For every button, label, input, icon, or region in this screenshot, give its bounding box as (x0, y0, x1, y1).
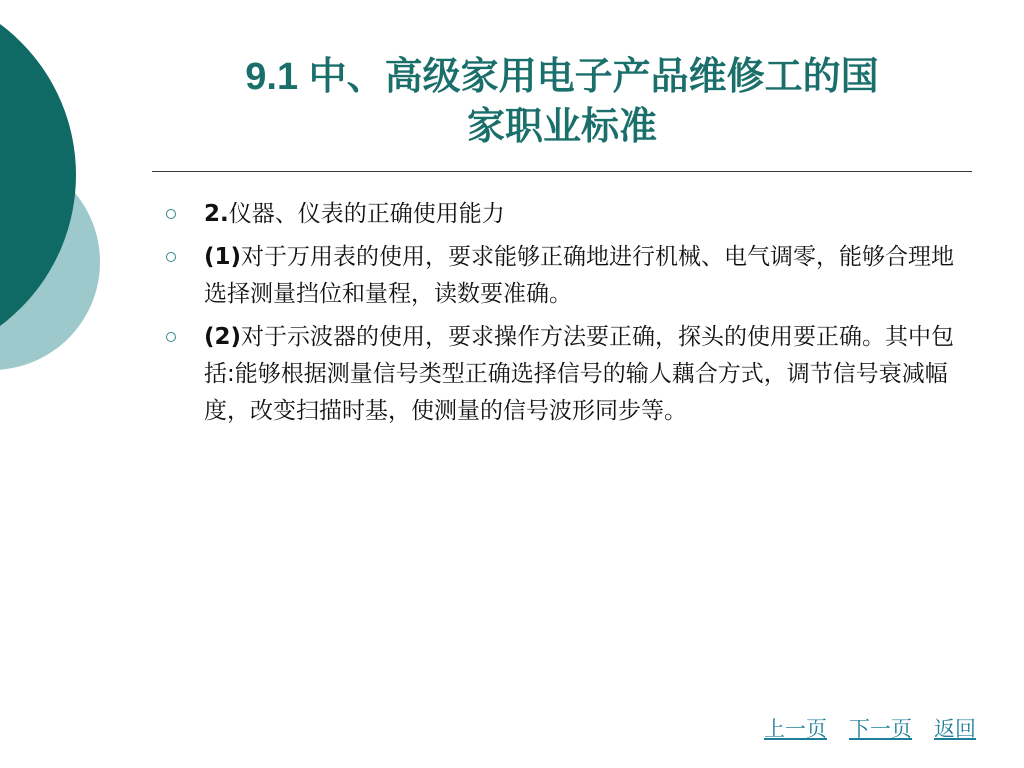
next-page-link[interactable]: 下一页 (849, 717, 912, 741)
slide-navigation (764, 713, 976, 743)
circle-bullet-icon (166, 332, 176, 342)
bullet-text: 对于示波器的使用，要求操作方法要正确，探头的使用要正确。其中包括:能够根据测量信号类型正确选择信号的输人藕合方式，调节信号衰减幅度，改变扫描时基，使测量的信号波形同步等。 (204, 324, 955, 424)
bullet-item (160, 239, 960, 313)
back-link[interactable]: 返回 (934, 717, 976, 741)
prev-page-link[interactable]: 上一页 (764, 717, 827, 741)
bullet-list (160, 196, 960, 436)
circle-bullet-icon (166, 209, 176, 219)
title-divider (152, 171, 972, 172)
bullet-text: 仪器、仪表的正确使用能力 (228, 201, 505, 227)
slide-title-line-1: 9.1 中、高级家用电子产品维修工的国 (245, 56, 879, 98)
slide-title (150, 52, 974, 152)
bullet-item (160, 196, 960, 233)
bullet-number: (1) (204, 244, 242, 270)
decorative-circles (0, 0, 110, 420)
bullet-text: 对于万用表的使用，要求能够正确地进行机械、电气调零，能够合理地选择测量挡位和量程，读数要准确。 (204, 244, 955, 307)
circle-bullet-icon (166, 252, 176, 262)
bullet-item (160, 319, 960, 430)
bullet-number: 2. (204, 201, 229, 227)
bullet-number: (2) (204, 324, 242, 350)
slide-title-line-2: 家职业标准 (466, 106, 657, 148)
